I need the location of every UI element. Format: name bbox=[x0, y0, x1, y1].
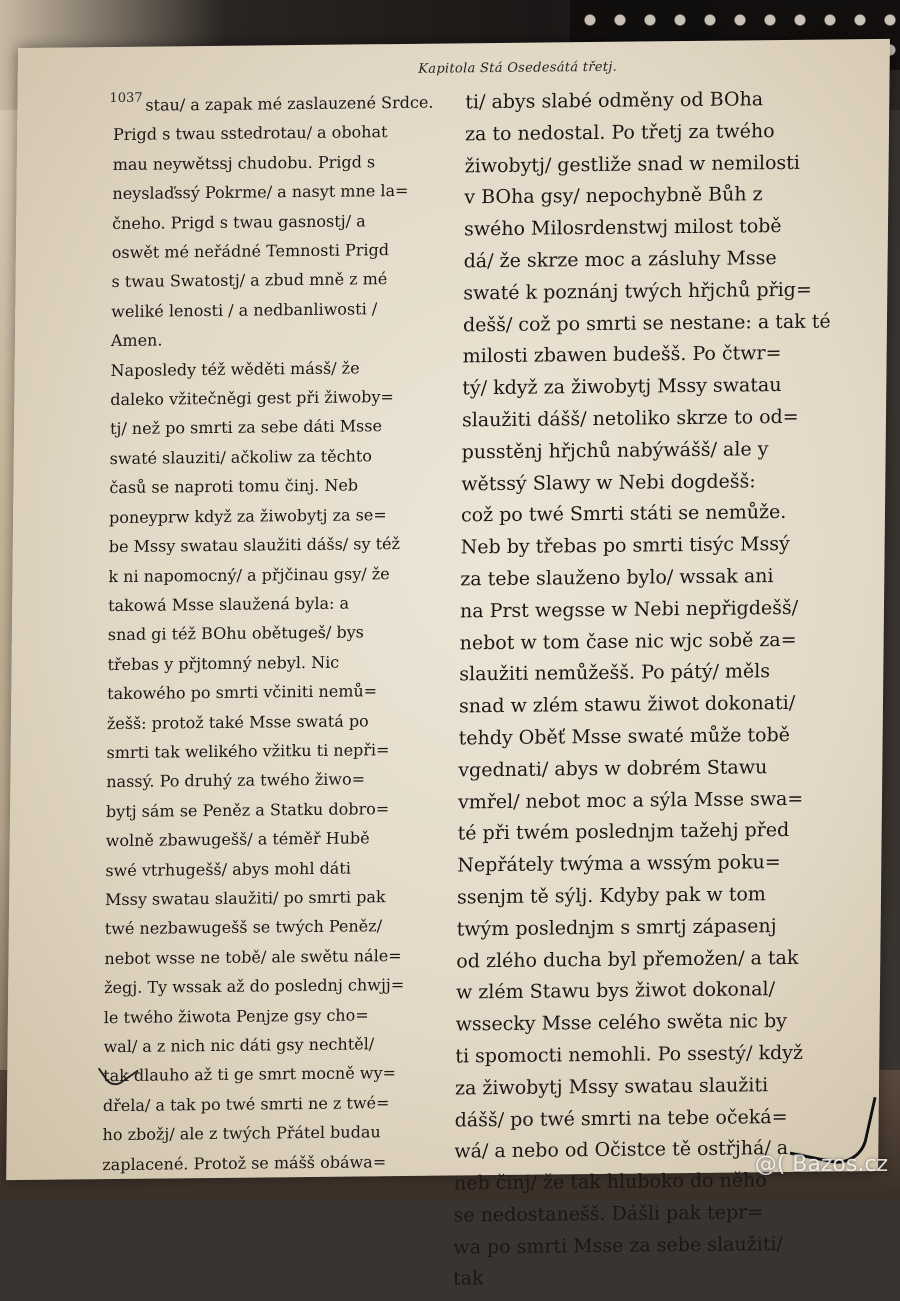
text-line: wětssý Slawy w Nebi dogdešš: bbox=[461, 469, 756, 495]
text-line: tehdy Oběť Msse swaté může tobě bbox=[458, 723, 791, 750]
text-line: dešš/ což po smrti se nestane: a tak té bbox=[462, 310, 831, 336]
text-line: nassý. Po druhý za twého žiwo= bbox=[106, 769, 366, 792]
text-line: poneyprw když za žiwobytj za se= bbox=[108, 504, 387, 527]
text-line: Amen. bbox=[110, 330, 163, 351]
text-line: smrti tak welikého vžitku ti nepři= bbox=[106, 740, 390, 763]
text-line: dášš/ po twé smrti na tebe očeká= bbox=[454, 1105, 788, 1131]
text-line: swého Milosrdenstwj milost tobě bbox=[463, 215, 782, 241]
text-line: twým poslednjm s smrtj zápasenj bbox=[456, 914, 777, 941]
text-line: daleko vžitečněgi gest při žiwoby= bbox=[110, 387, 394, 410]
text-line: tak bbox=[452, 1267, 484, 1290]
text-line: le twého žiwota Penjze gsy cho= bbox=[103, 1004, 369, 1027]
text-line: wssecky Msse celého swěta nic by bbox=[455, 1010, 788, 1036]
text-line: ti spomocti nemohli. Po ssestý/ když bbox=[455, 1041, 804, 1068]
text-line: té při twém poslednjm tažehj před bbox=[457, 819, 790, 845]
text-line: pusstěnj hřjchů nabýwášš/ ale y bbox=[461, 437, 769, 464]
text-line: neyslaďssý Pokrme/ a nasyt mne la= bbox=[112, 181, 409, 204]
text-line: třebas y přjtomný nebyl. Nic bbox=[107, 652, 340, 674]
text-line: zaplacené. Protož se mášš obáwa= bbox=[102, 1151, 387, 1174]
text-line: za tebe slauženo bylo/ wssak ani bbox=[460, 565, 774, 591]
text-line: Nepřátely twýma a wssým poku= bbox=[457, 851, 781, 877]
watermark: @( Bazos.cz bbox=[754, 1152, 888, 1177]
text-line: swaté slauziti/ ačkoliw za těchto bbox=[109, 446, 373, 468]
text-line: snad w zlém stawu žiwot dokonati/ bbox=[458, 692, 796, 718]
text-line: na Prst wegsse w Nebi nepřigdešš/ bbox=[459, 596, 799, 623]
text-line: tý/ když za žiwobytj Mssy swatau bbox=[462, 374, 782, 400]
text-line: žegj. Ty wssak až do poslednj chwjj= bbox=[104, 975, 405, 998]
text-line: Naposledy též wěděti másš/ že bbox=[110, 358, 360, 380]
text-line: ho zbožj/ ale z twých Přátel budau bbox=[102, 1122, 381, 1145]
text-line: vgednati/ abys w dobrém Stawu bbox=[458, 755, 768, 782]
text-line: takowá Msse slaužená byla: a bbox=[108, 593, 350, 615]
running-head: Kapitola Stá Osedesátá třetj. bbox=[418, 59, 618, 77]
text-line: milosti zbawen budešš. Po čtwr= bbox=[462, 342, 782, 368]
text-line: k ni napomocný/ a přjčinau gsy/ že bbox=[108, 563, 390, 586]
text-line: dá/ že skrze moc a zásluhy Msse bbox=[463, 247, 777, 273]
text-line: ti/ abys slabé odměny od BOha bbox=[465, 88, 764, 114]
text-line: vmřel/ nebot moc a sýla Msse swa= bbox=[457, 787, 804, 813]
text-line: čneho. Prigd s twau gasnostj/ a bbox=[112, 210, 366, 233]
text-line: neb činj/ že tak hluboko do něho bbox=[453, 1169, 767, 1195]
text-line: nebot wsse ne tobě/ ale swětu nále= bbox=[104, 945, 402, 968]
text-line: twé nezbawugešš se twých Peněz/ bbox=[104, 916, 383, 939]
text-line: oswět mé neřádné Temnosti Prigd bbox=[111, 240, 390, 263]
text-line: wolně zbawugešš/ a téměř Hubě bbox=[105, 828, 370, 851]
text-line: žiwobytj/ gestliže snad w nemilosti bbox=[464, 151, 801, 177]
text-line: snad gi též BOhu obětugeš/ bys bbox=[107, 622, 365, 645]
text-line: be Mssy swatau slaužiti dášs/ sy též bbox=[108, 534, 401, 557]
text-line: wal/ a z nich nic dáti gsy nechtěl/ bbox=[103, 1034, 375, 1057]
page-number: 1037 bbox=[109, 90, 143, 107]
text-line: tj/ než po smrti za sebe dáti Msse bbox=[109, 416, 383, 439]
text-line: od zlého ducha byl přemožen/ a tak bbox=[456, 946, 799, 972]
text-line: ssenjm tě sýlj. Kdyby pak w tom bbox=[456, 883, 766, 909]
text-line: slaužiti nemůžešš. Po pátý/ měls bbox=[459, 660, 771, 686]
text-line: Neb by třebas po smrti tisýc Mssý bbox=[460, 533, 790, 559]
text-line: stau/ a zapak mé zaslauzené Srdce. bbox=[145, 92, 434, 115]
text-line: wa po smrti Msse za sebe slaužiti/ bbox=[453, 1232, 783, 1259]
text-line: slaužiti dášš/ netoliko skrze to od= bbox=[461, 405, 799, 432]
text-line: za to nedostal. Po třetj za twého bbox=[464, 119, 775, 146]
text-line: swé vtrhugešš/ abys mohl dáti bbox=[105, 858, 352, 880]
text-line: bytj sám se Peněz a Statku dobro= bbox=[105, 798, 390, 821]
text-line: nebot w tom čase nic wjc sobě za= bbox=[459, 628, 797, 654]
text-line: Prigd s twau sstedrotau/ a obohat bbox=[112, 122, 388, 145]
text-line: s twau Swatostj/ a zbud mně z mé bbox=[111, 269, 388, 292]
text-line: w zlém Stawu bys žiwot dokonal/ bbox=[455, 978, 776, 1004]
text-line: se nedostanešš. Dášli pak tepr= bbox=[453, 1201, 764, 1227]
text-line: swaté k poznánj twých hřjchů přig= bbox=[463, 278, 812, 305]
text-line: mau neywětssj chudobu. Prigd s bbox=[112, 152, 376, 174]
text-line: což po twé Smrti státi se nemůže. bbox=[460, 501, 787, 527]
text-line: dřela/ a tak po twé smrti ne z twé= bbox=[102, 1092, 390, 1115]
text-line: žešš: protož také Msse swatá po bbox=[106, 710, 369, 733]
left-column bbox=[102, 88, 443, 1180]
text-line: weliké lenosti / a nedbanliwosti / bbox=[111, 299, 378, 321]
text-line: Mssy swatau slaužiti/ po smrti pak bbox=[104, 887, 386, 910]
book-page bbox=[6, 39, 890, 1290]
text-line: časů se naproti tomu činj. Neb bbox=[109, 475, 359, 498]
text-line: wá/ a nebo od Očistce tě ostřjhá/ a bbox=[454, 1137, 789, 1163]
text-line: takowého po smrti včiniti nemů= bbox=[107, 681, 378, 704]
text-line: za žiwobytj Mssy swatau slaužiti bbox=[454, 1073, 769, 1100]
text-line: v BOha gsy/ nepochybně Bůh z bbox=[464, 183, 763, 209]
text-line: tak dlauho až ti ge smrt mocně wy= bbox=[103, 1063, 397, 1086]
